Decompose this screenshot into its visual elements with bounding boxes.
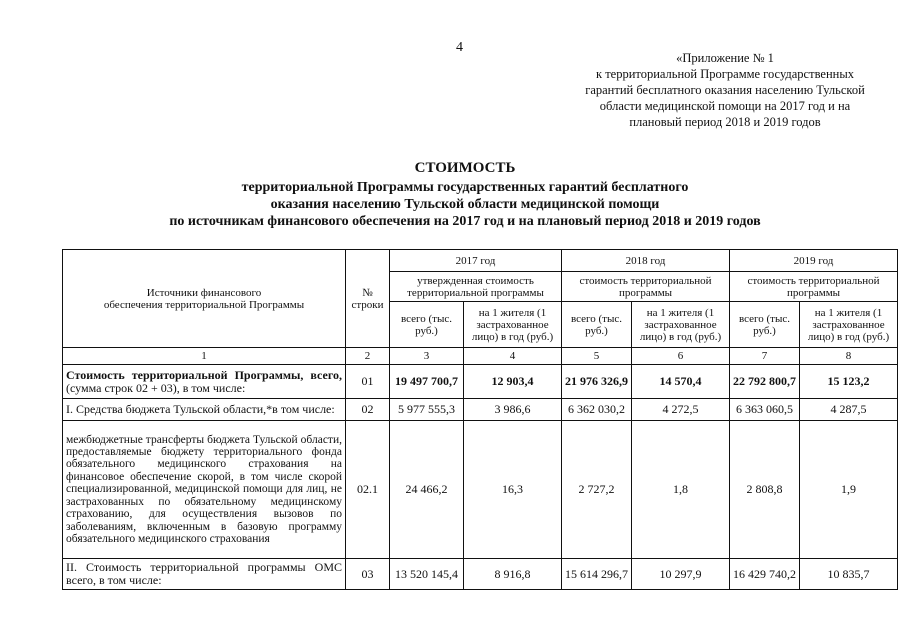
- value-per-resident-2017: 3 986,6: [464, 399, 562, 421]
- header-cost-2018: стоимость территориальной программы: [562, 272, 730, 302]
- header-year-2017: 2017 год: [390, 250, 562, 272]
- column-number: 7: [730, 348, 800, 365]
- value-per-resident-2018: 14 570,4: [632, 365, 730, 399]
- value-total-2019: 6 363 060,5: [730, 399, 800, 421]
- value-total-2019: 22 792 800,7: [730, 365, 800, 399]
- header-per-resident: на 1 жителя (1 застрахованное лицо) в год (руб.): [464, 302, 562, 348]
- row-number: 01: [346, 365, 390, 399]
- row-label: II. Стоимость территориальной программы ОМС всего, в том числе:: [63, 559, 346, 590]
- header-cost-2017: утвержденная стоимость территориальной программы: [390, 272, 562, 302]
- header-source: [63, 250, 346, 348]
- appendix-line: гарантий бесплатного оказания населению Тульской: [585, 83, 865, 97]
- financing-table: [62, 249, 898, 590]
- value-per-resident-2018: 4 272,5: [632, 399, 730, 421]
- appendix-note: [580, 50, 870, 130]
- row-number: 02.1: [346, 421, 390, 559]
- appendix-line: области медицинской помощи на 2017 год и на: [599, 99, 851, 113]
- table-row: [63, 399, 898, 421]
- value-total-2017: 5 977 555,3: [390, 399, 464, 421]
- value-total-2018: 6 362 030,2: [562, 399, 632, 421]
- header-row-number-line: строки: [351, 298, 384, 311]
- row-number: 02: [346, 399, 390, 421]
- column-number: 3: [390, 348, 464, 365]
- header-total: всего (тыс. руб.): [730, 302, 800, 348]
- value-total-2018: 2 727,2: [562, 421, 632, 559]
- header-year-2019: 2019 год: [730, 250, 898, 272]
- value-per-resident-2019: 1,9: [800, 421, 898, 559]
- column-number: 8: [800, 348, 898, 365]
- table-row: [63, 559, 898, 590]
- row-label: межбюджетные трансферты бюджета Тульской области, предоставляемые бюджету территориального фонда обязательного медицинского страхования на финансовое обеспечение скорой, в том числе скорой специализированной, медицинской помощи для лиц, не застрахованных по обязательному медицинскому страхованию, для осуществления вызовов по заболеваниям, включенным в базовую программу обязательного медицинского страхования: [63, 421, 346, 559]
- table-row: [63, 365, 898, 399]
- value-per-resident-2019: 15 123,2: [800, 365, 898, 399]
- column-number: 1: [63, 348, 346, 365]
- header-per-resident: на 1 жителя (1 застрахованное лицо) в год (руб.): [800, 302, 898, 348]
- header-row-number-line: №: [362, 286, 373, 299]
- value-total-2019: 16 429 740,2: [730, 559, 800, 590]
- value-total-2017: 13 520 145,4: [390, 559, 464, 590]
- column-number: 2: [346, 348, 390, 365]
- row-label: I. Средства бюджета Тульской области,*в том числе:: [63, 399, 346, 421]
- row-label: [63, 365, 346, 399]
- row-label-bold: Стоимость территориальной Программы, всего,: [66, 367, 342, 382]
- header-year-2018: 2018 год: [562, 250, 730, 272]
- appendix-line: «Приложение № 1: [676, 51, 774, 65]
- appendix-line: к территориальной Программе государственных: [596, 67, 854, 81]
- title-main: СТОИМОСТЬ: [414, 160, 516, 176]
- value-per-resident-2017: 16,3: [464, 421, 562, 559]
- value-per-resident-2018: 10 297,9: [632, 559, 730, 590]
- value-per-resident-2017: 12 903,4: [464, 365, 562, 399]
- value-total-2019: 2 808,8: [730, 421, 800, 559]
- header-total: всего (тыс. руб.): [562, 302, 632, 348]
- column-number: 4: [464, 348, 562, 365]
- column-number: 5: [562, 348, 632, 365]
- title-line: оказания населению Тульской области медицинской помощи: [270, 197, 660, 212]
- column-number: 6: [632, 348, 730, 365]
- header-total: всего (тыс. руб.): [390, 302, 464, 348]
- value-total-2018: 15 614 296,7: [562, 559, 632, 590]
- table-row: [63, 421, 898, 559]
- header-source-line: Источники финансового: [146, 286, 262, 299]
- row-number: 03: [346, 559, 390, 590]
- page-number: 4: [456, 40, 463, 55]
- value-total-2017: 24 466,2: [390, 421, 464, 559]
- row-label-text: (сумма строк 02 + 03), в том числе:: [66, 380, 246, 395]
- value-per-resident-2018: 1,8: [632, 421, 730, 559]
- value-total-2018: 21 976 326,9: [562, 365, 632, 399]
- value-per-resident-2019: 4 287,5: [800, 399, 898, 421]
- value-total-2017: 19 497 700,7: [390, 365, 464, 399]
- title-line: территориальной Программы государственных гарантий бесплатного: [241, 180, 689, 195]
- header-cost-2019: стоимость территориальной программы: [730, 272, 898, 302]
- header-row-number: [346, 250, 390, 348]
- header-source-line: обеспечения территориальной Программы: [103, 298, 305, 311]
- document-title: [60, 160, 870, 230]
- value-per-resident-2019: 10 835,7: [800, 559, 898, 590]
- value-per-resident-2017: 8 916,8: [464, 559, 562, 590]
- header-per-resident: на 1 жителя (1 застрахованное лицо) в год (руб.): [632, 302, 730, 348]
- title-line: по источникам финансового обеспечения на 2017 год и на плановый период 2018 и 2019 годов: [169, 214, 761, 229]
- appendix-line: плановый период 2018 и 2019 годов: [629, 115, 821, 129]
